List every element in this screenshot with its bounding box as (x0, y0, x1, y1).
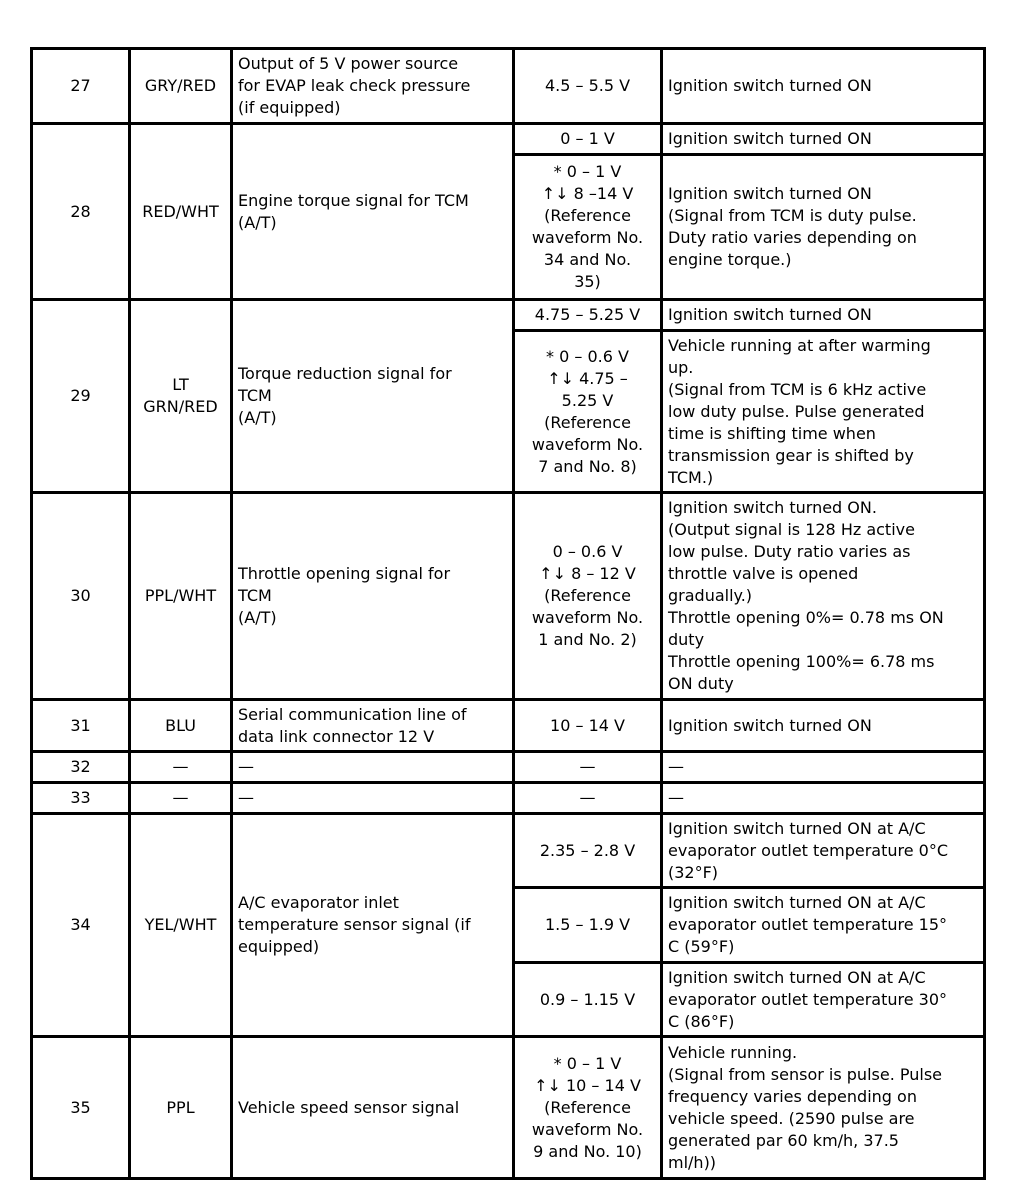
wire-color-cell: GRY/RED (130, 49, 232, 124)
circuit-description-cell: Output of 5 V power source for EVAP leak check pressure (if equipped) (232, 49, 514, 124)
terminal-number-cell: 28 (32, 124, 130, 300)
condition-cell: Ignition switch turned ON at A/C evaporator outlet temperature 30° C (86°F) (662, 963, 985, 1037)
table-row (32, 49, 985, 124)
table-row (32, 1037, 985, 1179)
table-row (32, 783, 985, 814)
wire-color-cell: PPL (130, 1037, 232, 1179)
circuit-description-cell: Torque reduction signal for TCM (A/T) (232, 300, 514, 493)
terminal-number-cell: 32 (32, 752, 130, 783)
condition-cell: Ignition switch turned ON (662, 700, 985, 752)
condition-cell: — (662, 752, 985, 783)
condition-cell: Ignition switch turned ON (Signal from TCM is duty pulse. Duty ratio varies depending on engine torque.) (662, 155, 985, 300)
condition-cell: Ignition switch turned ON (662, 49, 985, 124)
condition-cell: — (662, 783, 985, 814)
circuit-description-cell: A/C evaporator inlet temperature sensor signal (if equipped) (232, 814, 514, 1037)
wire-color-cell: LT GRN/RED (130, 300, 232, 493)
terminal-number-cell: 29 (32, 300, 130, 493)
table-row (32, 814, 985, 888)
table-row (32, 124, 985, 155)
terminal-number-cell: 27 (32, 49, 130, 124)
circuit-description-cell: Vehicle speed sensor signal (232, 1037, 514, 1179)
normal-voltage-cell: — (514, 752, 662, 783)
normal-voltage-cell: 4.75 – 5.25 V (514, 300, 662, 331)
wire-color-cell: PPL/WHT (130, 493, 232, 700)
circuit-description-cell: Engine torque signal for TCM (A/T) (232, 124, 514, 300)
circuit-description-cell: — (232, 752, 514, 783)
condition-cell: Ignition switch turned ON (662, 300, 985, 331)
table-body (32, 49, 985, 1179)
terminal-spec-table (30, 47, 986, 1180)
terminal-number-cell: 34 (32, 814, 130, 1037)
normal-voltage-cell: 0 – 1 V (514, 124, 662, 155)
table-row (32, 300, 985, 331)
terminal-number-cell: 33 (32, 783, 130, 814)
table-row (32, 493, 985, 700)
wire-color-cell: BLU (130, 700, 232, 752)
circuit-description-cell: Throttle opening signal for TCM (A/T) (232, 493, 514, 700)
normal-voltage-cell: 1.5 – 1.9 V (514, 888, 662, 963)
normal-voltage-cell: 0.9 – 1.15 V (514, 963, 662, 1037)
terminal-number-cell: 31 (32, 700, 130, 752)
wire-color-cell: YEL/WHT (130, 814, 232, 1037)
table-row (32, 700, 985, 752)
normal-voltage-cell: * 0 – 1 V ↑↓ 8 –14 V (Reference waveform No. 34 and No. 35) (514, 155, 662, 300)
normal-voltage-cell: — (514, 783, 662, 814)
wire-color-cell: RED/WHT (130, 124, 232, 300)
circuit-description-cell: — (232, 783, 514, 814)
condition-cell: Ignition switch turned ON (662, 124, 985, 155)
table-row (32, 752, 985, 783)
normal-voltage-cell: 4.5 – 5.5 V (514, 49, 662, 124)
condition-cell: Ignition switch turned ON at A/C evaporator outlet temperature 15° C (59°F) (662, 888, 985, 963)
normal-voltage-cell: * 0 – 1 V ↑↓ 10 – 14 V (Reference waveform No. 9 and No. 10) (514, 1037, 662, 1179)
condition-cell: Ignition switch turned ON at A/C evaporator outlet temperature 0°C (32°F) (662, 814, 985, 888)
normal-voltage-cell: 10 – 14 V (514, 700, 662, 752)
wire-color-cell: — (130, 783, 232, 814)
condition-cell: Vehicle running at after warming up. (Signal from TCM is 6 kHz active low duty pulse. Pulse generated time is shifting time when transmission gear is shifted by TCM.) (662, 331, 985, 493)
normal-voltage-cell: 0 – 0.6 V ↑↓ 8 – 12 V (Reference waveform No. 1 and No. 2) (514, 493, 662, 700)
normal-voltage-cell: * 0 – 0.6 V ↑↓ 4.75 – 5.25 V (Reference waveform No. 7 and No. 8) (514, 331, 662, 493)
normal-voltage-cell: 2.35 – 2.8 V (514, 814, 662, 888)
terminal-number-cell: 35 (32, 1037, 130, 1179)
condition-cell: Vehicle running. (Signal from sensor is pulse. Pulse frequency varies depending on vehicle speed. (2590 pulse are generated par 60 km/h, 37.5 ml/h)) (662, 1037, 985, 1179)
wire-color-cell: — (130, 752, 232, 783)
condition-cell: Ignition switch turned ON. (Output signal is 128 Hz active low pulse. Duty ratio varies as throttle valve is opened gradually.) Throttle opening 0%= 0.78 ms ON duty Throttle opening 100%= 6.78 ms ON duty (662, 493, 985, 700)
circuit-description-cell: Serial communication line of data link connector 12 V (232, 700, 514, 752)
terminal-number-cell: 30 (32, 493, 130, 700)
